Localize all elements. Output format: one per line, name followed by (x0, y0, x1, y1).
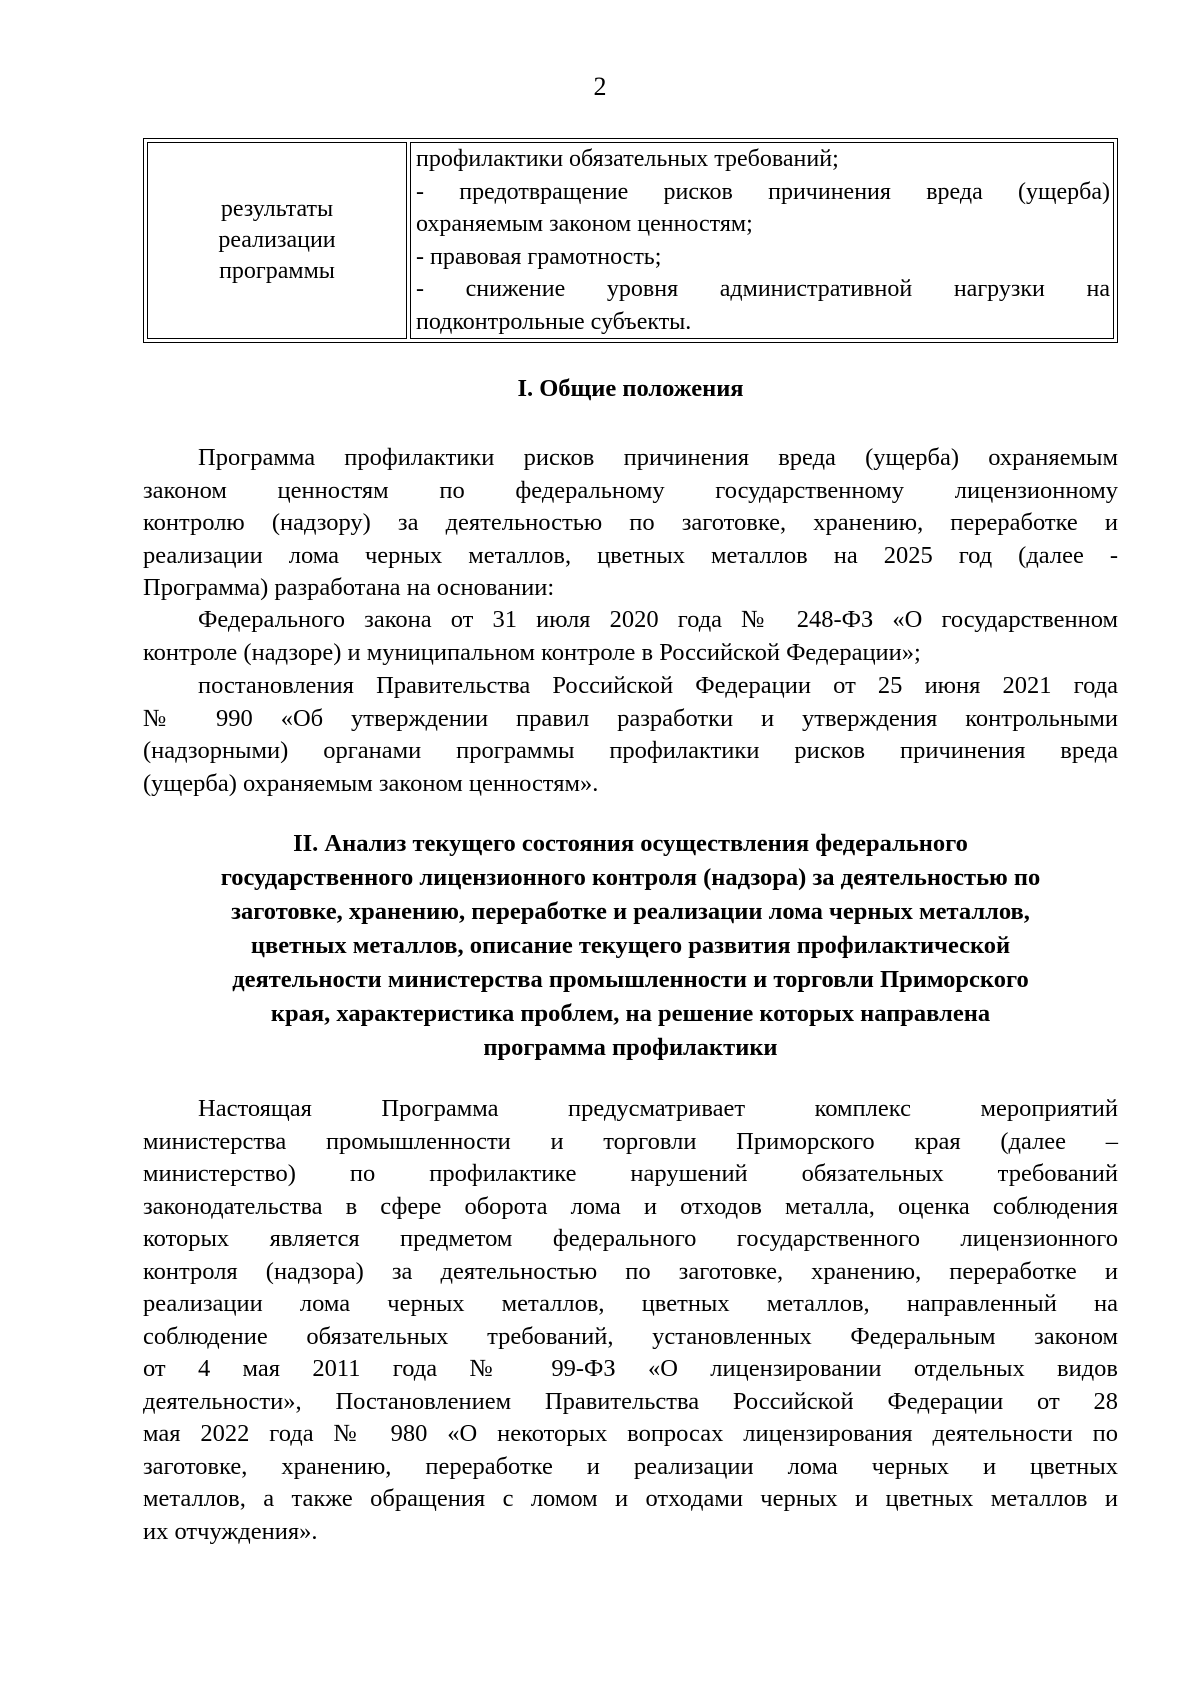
text-line: от 4 мая 2011 года № 99-ФЗ «О лицензировании отдельных видов (143, 1355, 1118, 1382)
text-line: реализации лома черных металлов, цветных металлов на 2025 год (далее - (143, 541, 1118, 569)
table-content-cell (410, 142, 1114, 339)
text-line: металлов, а также обращения с ломом и отходами черных и цветных металлов и (143, 1485, 1118, 1512)
table-content-line: профилактики обязательных требований; (416, 146, 839, 172)
text-line: (ущерба) охраняемым законом ценностям». (143, 769, 599, 797)
text-line: заготовке, хранению, переработке и реализации лома черных и цветных (143, 1452, 1118, 1480)
section-1-paragraph-3 (143, 670, 1118, 800)
table-content-line: подконтрольные субъекты. (416, 308, 692, 335)
heading-line: деятельности министерства промышленности и торговли Приморского (232, 966, 1029, 993)
text-line: постановления Правительства Российской Федерации от 25 июня 2021 года (198, 672, 1118, 699)
table-content-line: - правовая грамотность; (416, 243, 662, 270)
text-line: контролю (надзору) за деятельностью по заготовке, хранению, переработке и (143, 509, 1118, 536)
text-line: законом ценностям по федеральному государственному лицензионному (143, 476, 1118, 504)
heading-line: края, характеристика проблем, на решение которых направлена (270, 1000, 991, 1027)
heading-line: заготовке, хранению, переработке и реализации лома черных металлов, (231, 898, 1030, 925)
heading-line: II. Анализ текущего состояния осуществления федерального (293, 830, 968, 857)
text-line: законодательства в сфере оборота лома и отходов металла, оценка соблюдения (143, 1192, 1118, 1220)
page-number: 2 (593, 72, 607, 101)
text-line: Настоящая Программа предусматривает комплекс мероприятий (198, 1095, 1118, 1122)
text-line: Федерального закона от 31 июля 2020 года № 248-ФЗ «О государственном (198, 606, 1118, 633)
table-label-line: программы (219, 258, 335, 284)
section-1-heading: I. Общие положения (517, 375, 744, 402)
section-2-paragraph-1 (143, 1093, 1118, 1548)
table-label-cell (147, 142, 407, 339)
text-line: которых является предметом федерального государственного лицензионного (143, 1225, 1118, 1252)
section-1-paragraph-2 (143, 604, 1118, 669)
table-content-line: - предотвращение рисков причинения вреда (ущерба) (416, 178, 1110, 205)
section-1-paragraph-1 (143, 442, 1118, 605)
text-line: реализации лома черных металлов, цветных металлов, направленный на (143, 1290, 1118, 1317)
program-summary-table (143, 138, 1118, 343)
heading-line: цветных металлов, описание текущего развития профилактической (250, 932, 1011, 959)
text-line: соблюдение обязательных требований, установленных Федеральным законом (143, 1322, 1118, 1350)
text-line: Программа) разработана на основании: (143, 574, 555, 601)
text-line: контроле (надзоре) и муниципальном контроле в Российской Федерации»; (143, 638, 921, 666)
table-content-line: охраняемым законом ценностям; (416, 211, 753, 237)
text-line: мая 2022 года № 980 «О некоторых вопросах лицензирования деятельности по (143, 1420, 1118, 1447)
section-2-heading (143, 827, 1118, 1065)
heading-line: программа профилактики (483, 1034, 778, 1061)
text-line: № 990 «Об утверждении правил разработки и утверждения контрольными (143, 704, 1118, 732)
table-label-line: реализации (218, 227, 336, 253)
text-line: министерство) по профилактике нарушений обязательных требований (143, 1160, 1118, 1187)
text-line: контроля (надзора) за деятельностью по заготовке, хранению, переработке и (143, 1257, 1118, 1285)
table-label-line: результаты (220, 196, 334, 222)
table-content-line: - снижение уровня административной нагрузки на (416, 276, 1110, 302)
text-line: министерства промышленности и торговли Приморского края (далее – (143, 1127, 1118, 1155)
heading-line: государственного лицензионного контроля (надзора) за деятельностью по (220, 864, 1041, 891)
text-line: их отчуждения». (143, 1517, 318, 1545)
text-line: (надзорными) органами программы профилактики рисков причинения вреда (143, 737, 1118, 764)
text-line: Программа профилактики рисков причинения вреда (ущерба) охраняемым (198, 444, 1118, 471)
text-line: деятельности», Постановлением Правительства Российской Федерации от 28 (143, 1387, 1118, 1415)
table-row (147, 142, 1114, 339)
